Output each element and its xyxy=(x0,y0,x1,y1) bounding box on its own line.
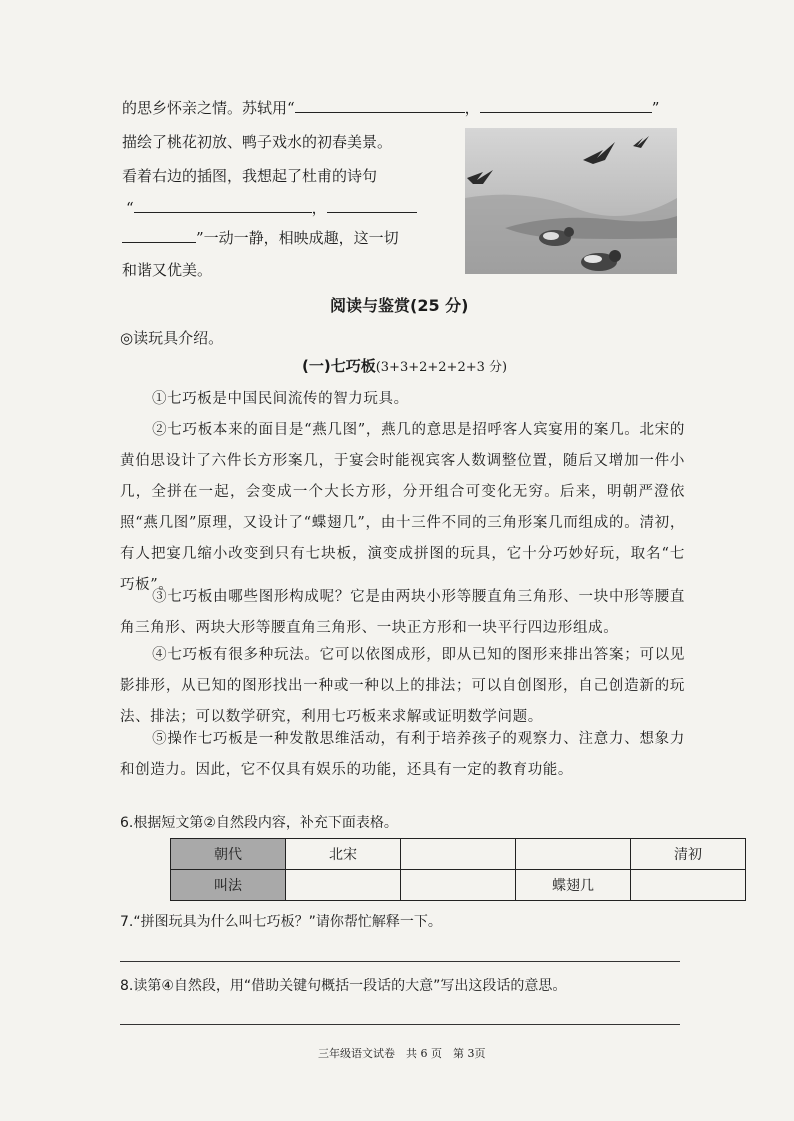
paragraph-text: ⑤操作七巧板是一种发散思维活动，有利于培养孩子的观察力、注意力、想象力和创造力。因此，它不仅具有娱乐的功能，还具有一定的教育功能。 xyxy=(120,731,685,778)
question-6: 6.根据短文第②自然段内容，补充下面表格。 xyxy=(120,815,398,831)
section-instruction: ◎读玩具介绍。 xyxy=(120,329,224,347)
table-cell-blank[interactable] xyxy=(401,839,516,870)
illustration-svg xyxy=(465,128,677,274)
paragraph-text: ①七巧板是中国民间流传的智力玩具。 xyxy=(152,391,409,407)
paragraph-text: ③七巧板由哪些图形构成呢？它是由两块小形等腰直角三角形、一块中形等腰直角三角形、两块大形等腰直角三角形、一块正方形和一块平行四边形组成。 xyxy=(120,589,685,636)
table-cell: 清初 xyxy=(631,839,746,870)
page-footer: 三年级语文试卷 共 6 页 第 3页 xyxy=(318,1047,486,1060)
intro-text: “ xyxy=(126,199,134,217)
answer-line[interactable] xyxy=(120,1024,680,1025)
answer-blank[interactable] xyxy=(134,198,312,213)
paragraph-2 xyxy=(120,415,685,601)
table-cell: 北宋 xyxy=(286,839,401,870)
question-7: 7.“拼图玩具为什么叫七巧板？”请你帮忙解释一下。 xyxy=(120,914,442,930)
table-cell-blank[interactable] xyxy=(516,839,631,870)
paragraph-text: ②七巧板本来的面目是“燕几图”，燕几的意思是招呼客人宾宴用的案几。北宋的黄伯思设计了六件长方形案几，于宴会时能视宾客人数调整位置，随后又增加一件小几，全拼在一起，会变成一个大长方形，分开组合可变化无穷。后来，明朝严澄依照“燕几图”原理，又设计了“蝶翅几”，由十三件不同的三角形案几而组成的。清初，有人把宴几缩小改变到只有七块板，演变成拼图的玩具，它十分巧妙好玩，取名“七巧板”。 xyxy=(120,422,685,593)
section-title: 阅读与鉴赏(25 分) xyxy=(330,296,469,315)
intro-line-6: 和谐又优美。 xyxy=(122,261,213,279)
answer-line[interactable] xyxy=(120,961,680,962)
table-cell: 蝶翅几 xyxy=(516,870,631,901)
passage-heading xyxy=(302,356,507,378)
table-header-cell: 叫法 xyxy=(171,870,286,901)
table-cell-blank[interactable] xyxy=(286,870,401,901)
intro-text: ， xyxy=(464,99,480,117)
intro-text: ， xyxy=(311,199,327,217)
table-header-cell: 朝代 xyxy=(171,839,286,870)
table-row xyxy=(171,839,746,870)
intro-line-2: 描绘了桃花初放、鸭子戏水的初春美景。 xyxy=(122,133,393,151)
passage-title: (一)七巧板 xyxy=(302,357,376,375)
paragraph-text: ④七巧板有很多种玩法。它可以依图成形，即从已知的图形来排出答案；可以见影排形，从已知的图形找出一种或一种以上的排法；可以自创图形，自己创造新的玩法、排法；可以数学研究，利用七巧板来求解或证明数学问题。 xyxy=(120,647,685,725)
answer-blank[interactable] xyxy=(480,98,652,113)
question-6-table xyxy=(170,838,746,901)
intro-line-5 xyxy=(122,228,399,248)
intro-text: ” xyxy=(651,99,660,117)
table-cell-blank[interactable] xyxy=(401,870,516,901)
intro-text: ”一动一静，相映成趣，这一切 xyxy=(196,229,399,247)
paragraph-3 xyxy=(120,582,685,644)
paragraph-1 xyxy=(120,384,685,415)
answer-blank[interactable] xyxy=(295,98,465,113)
answer-blank[interactable] xyxy=(122,228,196,243)
intro-text: 的思乡怀亲之情。苏轼用“ xyxy=(122,99,295,117)
question-8: 8.读第④自然段，用“借助关键句概括一段话的大意”写出这段话的意思。 xyxy=(120,978,567,994)
passage-scores: (3+3+2+2+2+3 分) xyxy=(375,360,508,375)
paragraph-4 xyxy=(120,640,685,733)
intro-line-4 xyxy=(126,198,417,218)
paragraph-5 xyxy=(120,724,685,786)
table-row xyxy=(171,870,746,901)
answer-blank[interactable] xyxy=(327,198,417,213)
intro-line-3: 看着右边的插图，我想起了杜甫的诗句 xyxy=(122,167,378,185)
intro-line-1 xyxy=(122,98,659,118)
table-cell-blank[interactable] xyxy=(631,870,746,901)
swallows-ducks-illustration xyxy=(465,128,677,274)
